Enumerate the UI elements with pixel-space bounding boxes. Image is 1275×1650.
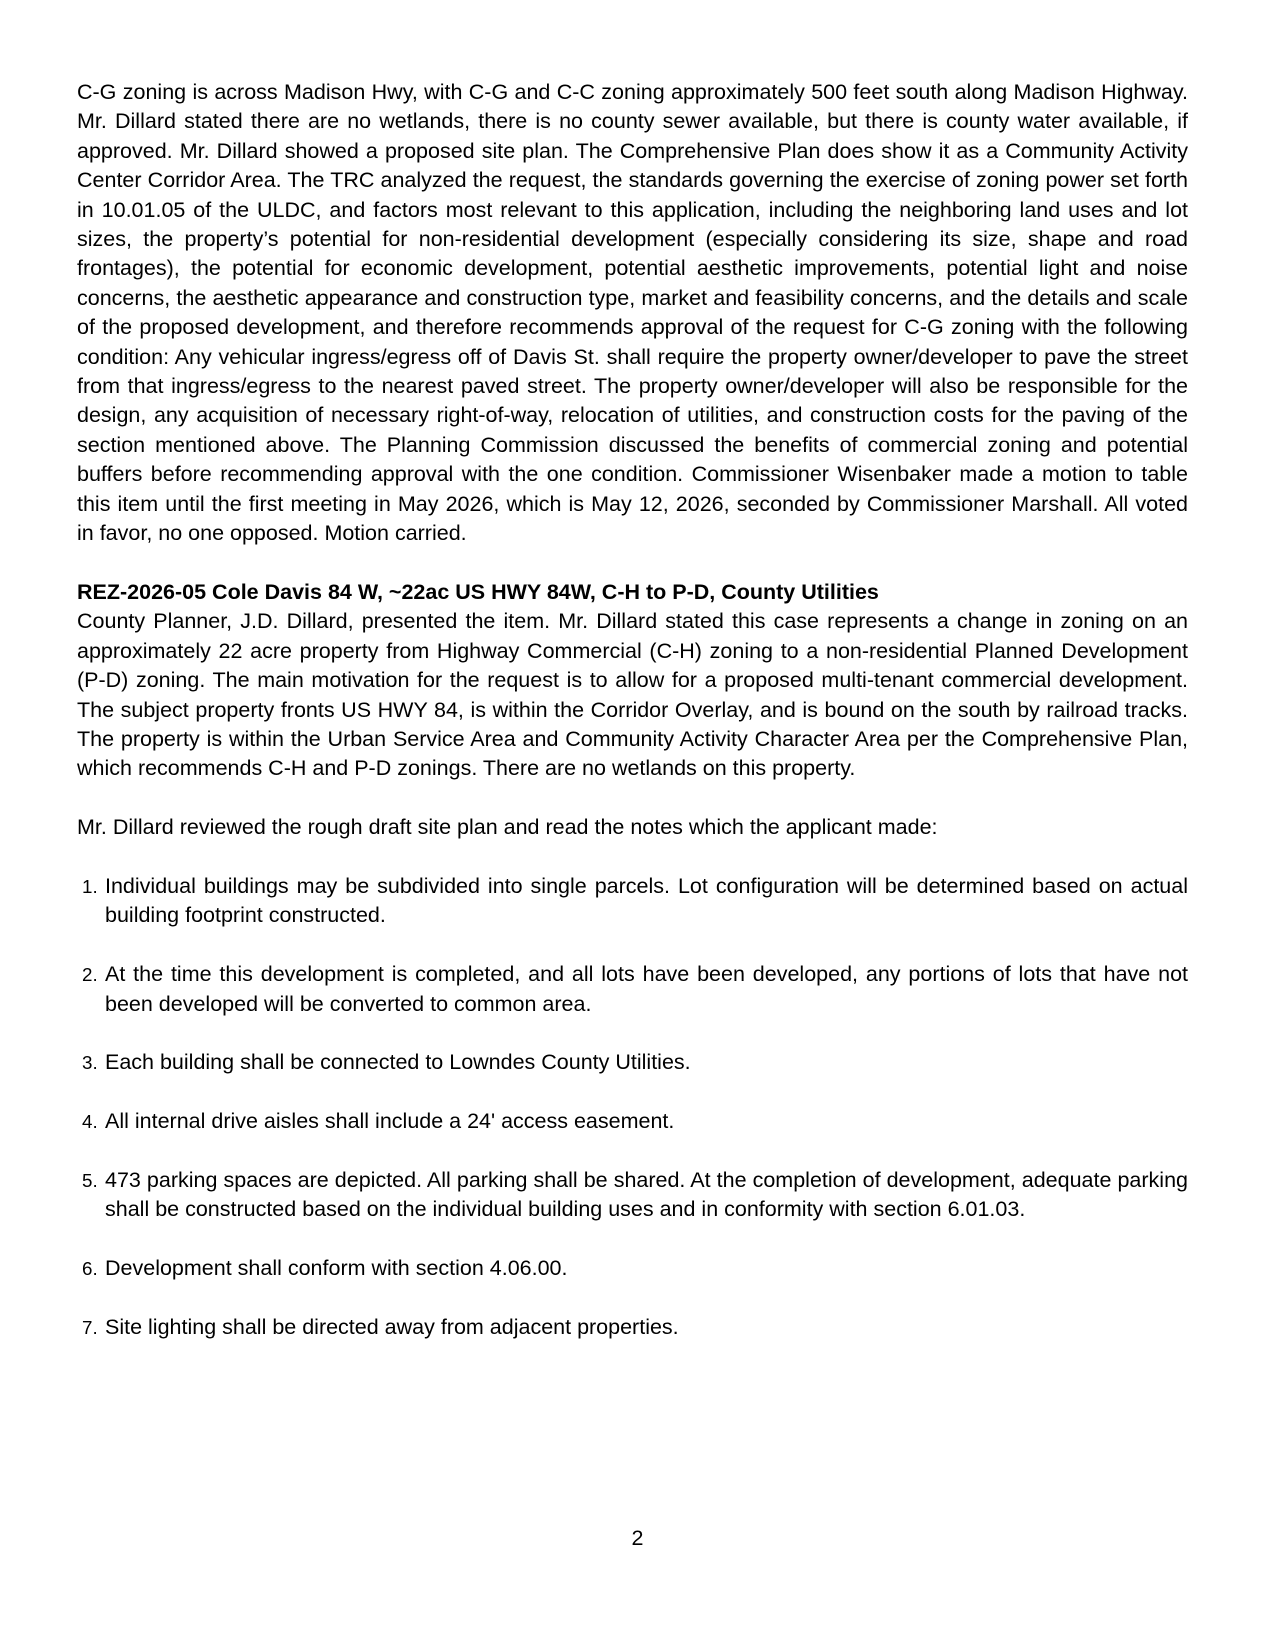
list-item bbox=[77, 1166, 1188, 1225]
case-heading-rez-2026-05: REZ-2026-05 Cole Davis 84 W, ~22ac US HWY 84W, C-H to P-D, County Utilities bbox=[77, 579, 879, 604]
applicant-notes-intro: Mr. Dillard reviewed the rough draft site plan and read the notes which the applicant made: bbox=[77, 815, 938, 840]
list-item-text: Each building shall be connected to Lowndes County Utilities. bbox=[105, 1050, 691, 1075]
list-item-number: 4. bbox=[82, 1111, 98, 1133]
list-item-text: Site lighting shall be directed away from adjacent properties. bbox=[105, 1314, 679, 1339]
list-item bbox=[77, 1254, 1188, 1283]
list-item-number: 2. bbox=[82, 964, 98, 986]
list-item-text: All internal drive aisles shall include a 24' access easement. bbox=[105, 1109, 675, 1134]
list-item-number: 6. bbox=[82, 1258, 98, 1280]
list-item-text: At the time this development is completed, and all lots have been developed, any portions of lots that have not been developed will be converted to common area. bbox=[105, 962, 1188, 1016]
list-item bbox=[77, 872, 1188, 931]
list-item-text: Individual buildings may be subdivided into single parcels. Lot configuration will be determined based on actual building footprint constructed. bbox=[105, 873, 1188, 928]
list-item bbox=[77, 960, 1188, 1019]
paragraph-rez-2026-05-summary: County Planner, J.D. Dillard, presented the item. Mr. Dillard stated this case represents a change in zoning on an approximately 22 acre property from Highway Commercial (C-H) zoning to a non-residential Planned Development (P-D) zoning. The main motivation for the request is to allow for a proposed multi-tenant commercial development. The subject property fronts US HWY 84, is within the Corridor Overlay, and is bound on the south by railroad tracks. The property is within the Urban Service Area and Community Activity Character Area per the Comprehensive Plan, which recommends C-H and P-D zonings. There are no wetlands on this property. bbox=[77, 609, 1188, 781]
paragraph-rez-2026-04-discussion: C-G zoning is across Madison Hwy, with C-G and C-C zoning approximately 500 feet south along Madison Highway. Mr. Dillard stated there are no wetlands, there is no county sewer available, but there is county water available, if approved. Mr. Dillard showed a proposed site plan. The Comprehensive Plan does show it as a Community Activity Center Corridor Area. The TRC analyzed the request, the standards governing the exercise of zoning power set forth in 10.01.05 of the ULDC, and factors most relevant to this application, including the neighboring land uses and lot sizes, the property’s potential for non-residential development (especially considering its size, shape and road frontages), the potential for economic development, potential aesthetic improvements, potential light and noise concerns, the aesthetic appearance and construction type, market and feasibility concerns, and the details and scale of the proposed development, and therefore recommends approval of the request for C-G zoning with the following condition: Any vehicular ingress/egress off of Davis St. shall require the property owner/developer to pave the street from that ingress/egress to the nearest paved street. The property owner/developer will also be responsible for the design, any acquisition of necessary right-of-way, relocation of utilities, and construction costs for the paving of the section mentioned above. The Planning Commission discussed the benefits of commercial zoning and potential buffers before recommending approval with the one condition. Commissioner Wisenbaker made a motion to table this item until the first meeting in May 2026, which is May 12, 2026, seconded by Commissioner Marshall. All voted in favor, no one opposed. Motion carried. bbox=[77, 80, 1188, 546]
list-item-number: 3. bbox=[82, 1052, 98, 1074]
list-item bbox=[77, 1313, 1188, 1342]
list-item-number: 7. bbox=[82, 1316, 98, 1338]
page-number: 2 bbox=[631, 1526, 644, 1550]
list-item bbox=[77, 1107, 1188, 1136]
list-item-number: 1. bbox=[82, 875, 98, 897]
applicant-notes-list bbox=[77, 872, 1188, 1342]
list-item-text: Development shall conform with section 4.06.00. bbox=[105, 1256, 568, 1281]
list-item bbox=[77, 1048, 1188, 1077]
list-item-text: 473 parking spaces are depicted. All parking shall be shared. At the completion of development, adequate parking shall be constructed based on the individual building uses and in conformity with section 6.01.03. bbox=[105, 1167, 1188, 1222]
list-item-number: 5. bbox=[82, 1169, 98, 1191]
